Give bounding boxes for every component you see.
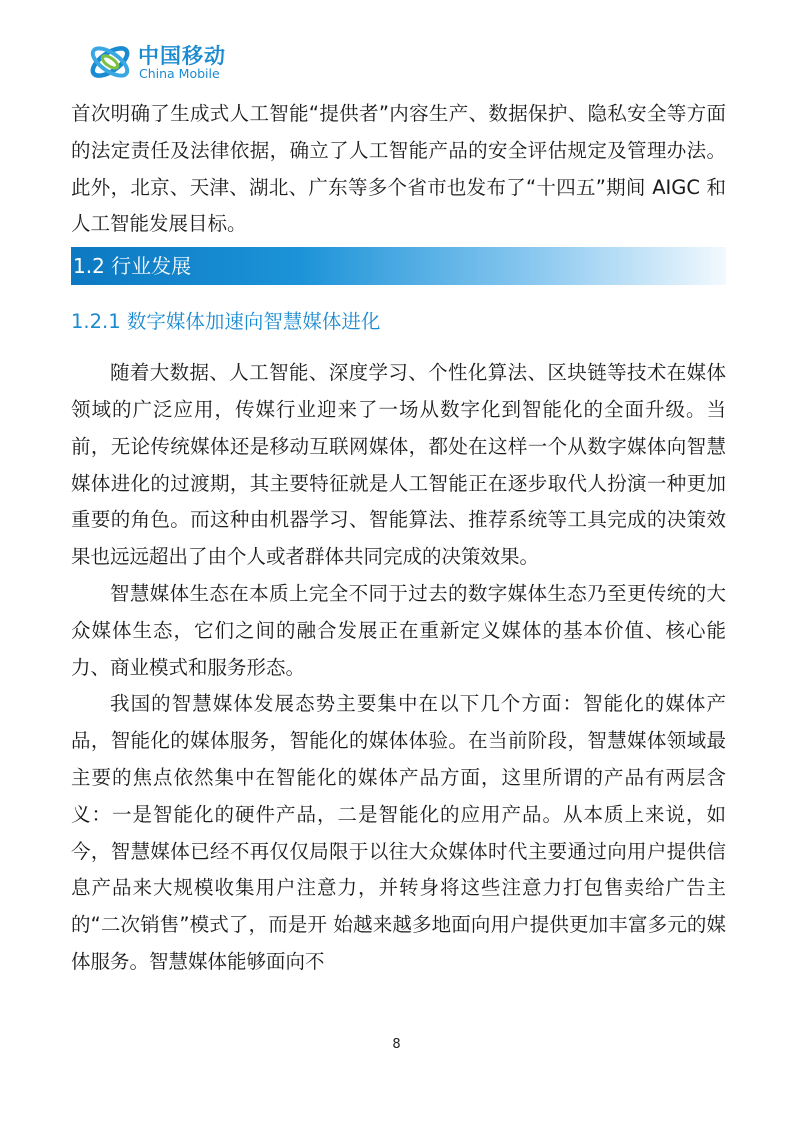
page-number: 8 xyxy=(392,1037,401,1052)
body-paragraph-3: 我国的智慧媒体发展态势主要集中在以下几个方面：智能化的媒体产品，智能化的媒体服务，智能化的媒体体验。在当前阶段，智慧媒体领域最主要的焦点依然集中在智能化的媒体产品方面，这里所谓的产品有两层含义：一是智能化的硬件产品，二是智能化的应用产品。从本质上来说，如今，智慧媒体已经不再仅仅局限于以往大众媒体时代主要通过向用户提供信息产品来大规模收集用户注意力，并转身将这些注意力打包售卖给广告主的“二次销售”模式了，而是开 始越来越多地面向用户提供更加丰富多元的媒体服务。智慧媒体能够面向不 xyxy=(71,692,726,973)
body-paragraph-2: 智慧媒体生态在本质上完全不同于过去的数字媒体生态乃至更传统的大众媒体生态，它们之间的融合发展正在重新定义媒体的基本价值、核心能力、商业模式和服务形态。 xyxy=(71,581,726,679)
china-mobile-logo-icon xyxy=(88,40,132,84)
page-content xyxy=(71,96,726,981)
intro-paragraph: 首次明确了生成式人工智能“提供者”内容生产、数据保护、隐私安全等方面的法定责任及法律依据，确立了人工智能产品的安全评估规定及管理办法。此外，北京、天津、湖北、广东等多个省市也发布了“十四五”期间 AIGC 和人工智能发展目标。 xyxy=(71,102,726,236)
body-paragraph-1: 随着大数据、人工智能、深度学习、个性化算法、区块链等技术在媒体领域的广泛应用，传媒行业迎来了一场从数字化到智能化的全面升级。当前，无论传统媒体还是移动互联网媒体，都处在这样一个从数字媒体向智慧媒体进化的过渡期，其主要特征就是人工智能正在逐步取代人扮演一种更加重要的角色。而这种由机器学习、智能算法、推荐系统等工具完成的决策效果也远远超出了由个人或者群体共同完成的决策效果。 xyxy=(71,361,726,569)
section-title: 1.2 行业发展 xyxy=(73,254,192,279)
subsection-title: 1.2.1 数字媒体加速向智慧媒体进化 xyxy=(71,310,381,334)
section-heading-bar xyxy=(71,247,726,285)
header-logo xyxy=(88,40,288,84)
logo-english-text: China Mobile xyxy=(139,66,220,81)
logo-chinese-text: 中国移动 xyxy=(138,44,226,68)
